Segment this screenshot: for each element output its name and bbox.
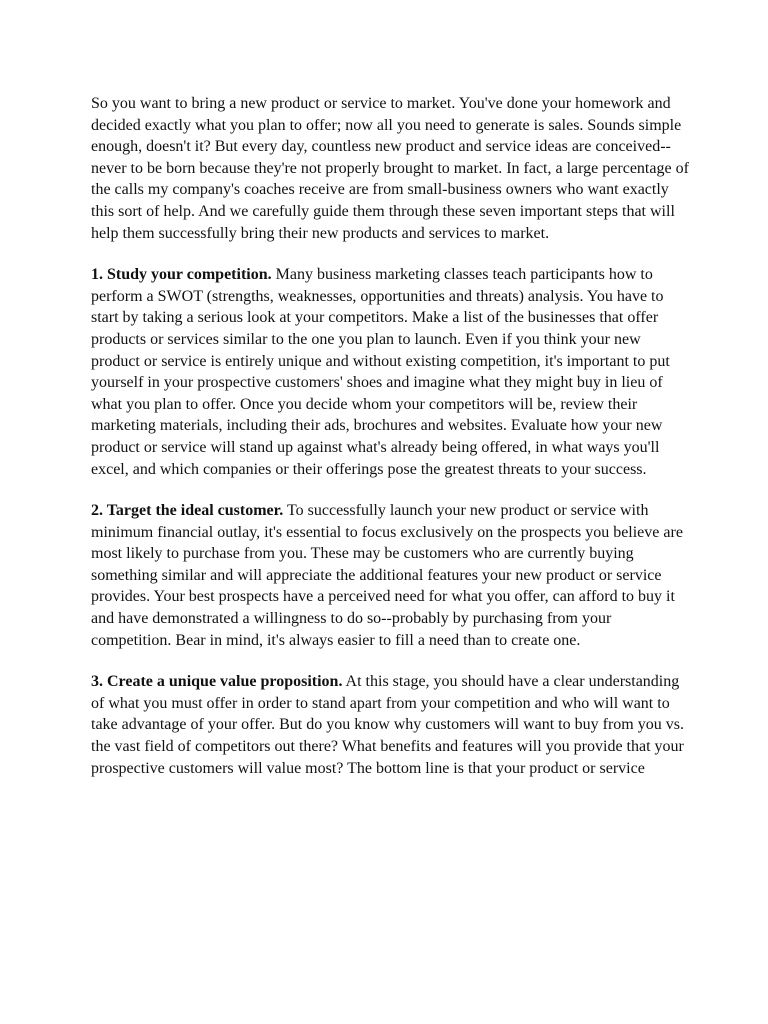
document-page: [91, 93, 691, 799]
step-2-text: To successfully launch your new product or service with minimum financial outlay, it's essential to focus exclusively on the prospects you believe are most likely to purchase from you. These may be customers who are currently buying something similar and will appreciate the additional features your new product or service provides. Your best prospects have a perceived need for what you offer, can afford to buy it and have demonstrated a willingness to do so--probably by purchasing from your competition. Bear in mind, it's always easier to fill a need than to create one.: [91, 502, 683, 649]
intro-paragraph: [91, 93, 691, 244]
step-2-paragraph: [91, 500, 691, 651]
step-3-heading: 3. Create a unique value proposition.: [91, 673, 343, 691]
step-1-heading: 1. Study your competition.: [91, 266, 272, 284]
step-3-text: At this stage, you should have a clear understanding of what you must offer in order to stand apart from your competition and who will want to take advantage of your offer. But do you know why customers will want to buy from you vs. the vast field of competitors out there? What benefits and features will you provide that your prospective customers will value most? The bottom line is that your product or service: [91, 673, 684, 777]
intro-text: So you want to bring a new product or service to market. You've done your homework and decided exactly what you plan to offer; now all you need to generate is sales. Sounds simple enough, doesn't it? But every day, countless new product and service ideas are conceived--never to be born because they're not properly brought to market. In fact, a large percentage of the calls my company's coaches receive are from small-business owners who want exactly this sort of help. And we carefully guide them through these seven important steps that will help them successfully bring their new products and services to market.: [91, 95, 689, 242]
step-1-paragraph: [91, 264, 691, 480]
step-3-paragraph: [91, 671, 691, 779]
step-2-heading: 2. Target the ideal customer.: [91, 502, 284, 520]
step-1-text: Many business marketing classes teach participants how to perform a SWOT (strengths, weaknesses, opportunities and threats) analysis. You have to start by taking a serious look at your competitors. Make a list of the businesses that offer products or services similar to the one you plan to launch. Even if you think your new product or service is entirely unique and without existing competition, it's important to put yourself in your prospective customers' shoes and imagine what they might buy in lieu of what you plan to offer. Once you decide whom your competitors will be, review their marketing materials, including their ads, brochures and websites. Evaluate how your new product or service will stand up against what's already being offered, in what ways you'll excel, and which companies or their offerings pose the greatest threats to your success.: [91, 266, 670, 478]
